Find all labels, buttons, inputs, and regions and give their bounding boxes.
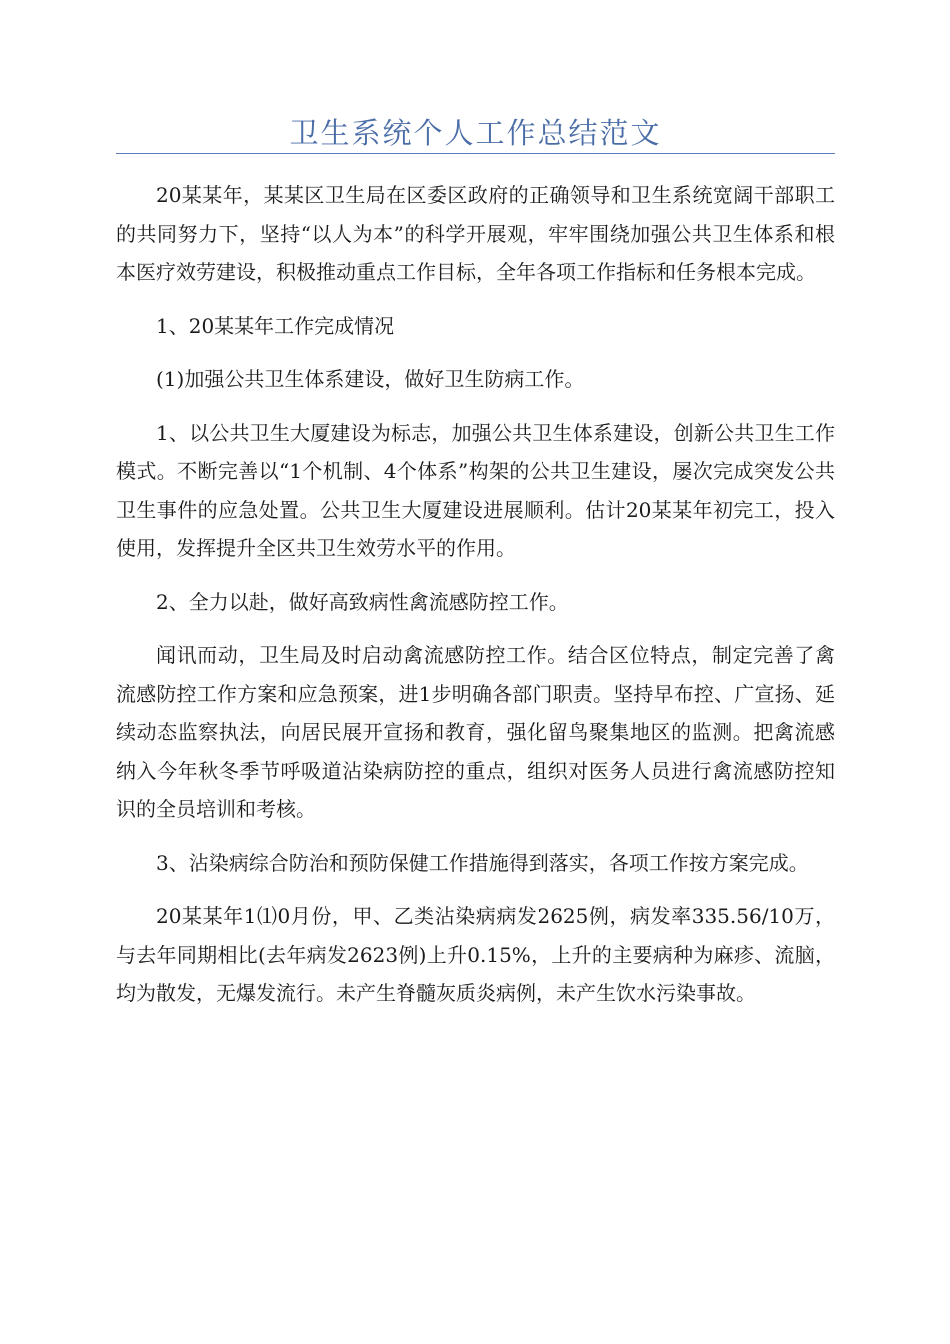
- document-body: [116, 176, 835, 1028]
- section-heading-work-status: 1、20某某年工作完成情况: [156, 313, 395, 338]
- document-title: 卫生系统个人工作总结范文: [289, 116, 662, 150]
- title-underline: [116, 153, 835, 154]
- item-heading-avian-flu: 2、全力以赴，做好高致病性禽流感防控工作。: [156, 589, 569, 614]
- paragraph-intro: 20某某年，某某区卫生局在区委区政府的正确领导和卫生系统宽阔干部职工的共同努力下，坚持“以人为本”的科学开展观，牢牢围绕加强公共卫生体系和根本医疗效劳建设，积极推动重点工作目标，全年各项工作指标和任务根本完成。: [116, 183, 835, 284]
- paragraph-disease-statistics: 20某某年1⑴0月份，甲、乙类沾染病病发2625例，病发率335.56/10万，与去年同期相比(去年病发2623例)上升0.15%，上升的主要病种为麻疹、流脑，均为散发，无爆发流行。未产生脊髓灰质炎病例，未产生饮水污染事故。: [116, 904, 835, 1005]
- paragraph-public-health-building: 1、以公共卫生大厦建设为标志，加强公共卫生体系建设，创新公共卫生工作模式。不断完善以“1个机制、4个体系”构架的公共卫生建设，屡次完成突发公共卫生事件的应急处置。公共卫生大厦建设进展顺利。估计20某某年初完工，投入使用，发挥提升全区共卫生效劳水平的作用。: [116, 420, 835, 560]
- subsection-heading-public-health: (1)加强公共卫生体系建设，做好卫生防病工作。: [156, 367, 585, 391]
- paragraph-avian-flu-control: 闻讯而动，卫生局及时启动禽流感防控工作。结合区位特点，制定完善了禽流感防控工作方案和应急预案，进1步明确各部门职责。坚持早布控、广宣扬、延续动态监察执法，向居民展开宣扬和教育，强化留鸟聚集地区的监测。把禽流感纳入今年秋冬季节呼吸道沾染病防控的重点，组织对医务人员进行禽流感防控知识的全员培训和考核。: [116, 643, 835, 821]
- item-heading-infectious-disease: 3、沾染病综合防治和预防保健工作措施得到落实，各项工作按方案完成。: [156, 850, 809, 875]
